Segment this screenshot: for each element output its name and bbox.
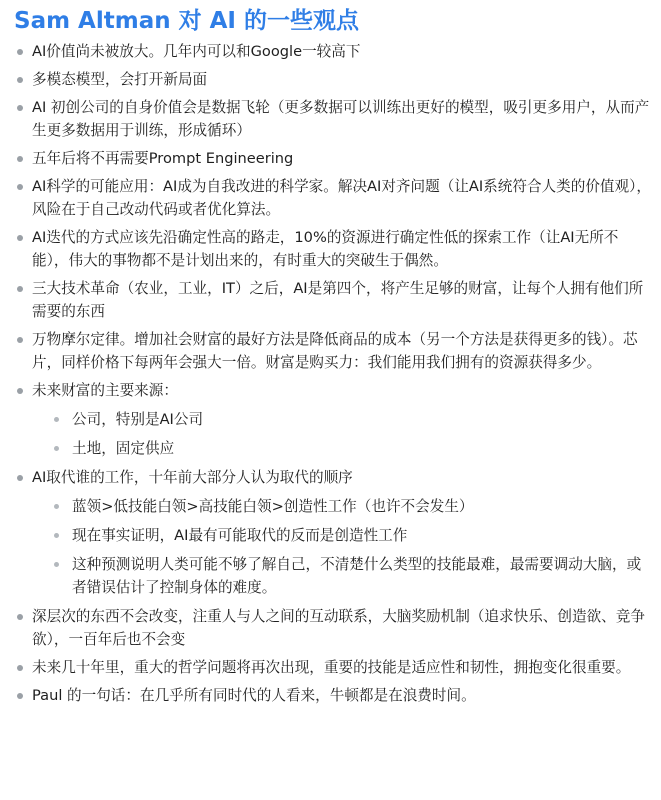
list-item-text: AI迭代的方式应该先沿确定性高的路走，10%的资源进行确定性低的探索工作（让AI无所不能），伟大的事物都不是计划出来的，有时重大的突破生于偶然。: [32, 229, 619, 269]
list-item-text: 五年后将不再需要Prompt Engineering: [32, 150, 294, 167]
sub-list-item: [50, 408, 653, 431]
bullet-dot-icon: [17, 286, 23, 292]
bullet-dot-icon: [17, 184, 23, 190]
bullet-dot-icon: [17, 337, 23, 343]
list-item-text: 未来财富的主要来源：: [32, 382, 178, 399]
bullet-dot-icon: [17, 693, 23, 699]
list-item: [14, 605, 653, 651]
bullet-dot-icon: [17, 614, 23, 620]
list-item: [14, 379, 653, 460]
list-item: [14, 40, 653, 63]
list-item: [14, 656, 653, 679]
list-item-text: 深层次的东西不会改变，注重人与人之间的互动联系，大脑奖励机制（追求快乐、创造欲、竞争欲），一百年后也不会变: [32, 608, 645, 648]
list-item-text: 未来几十年里，重大的哲学问题将再次出现，重要的技能是适应性和韧性，拥抱变化很重要。: [32, 659, 631, 676]
bullet-dot-icon: [17, 388, 23, 394]
list-item-text: AI科学的可能应用：AI成为自我改进的科学家。解决AI对齐问题（让AI系统符合人类的价值观），风险在于自己改动代码或者优化算法。: [32, 178, 652, 218]
sub-bullet-dot-icon: [54, 446, 59, 451]
sub-bullet-dot-icon: [54, 417, 59, 422]
sub-list: [32, 495, 653, 599]
list-item: [14, 328, 653, 374]
list-item: [14, 226, 653, 272]
sub-list: [32, 408, 653, 460]
sub-list-item-text: 现在事实证明，AI最有可能取代的反而是创造性工作: [72, 527, 408, 544]
list-item: [14, 68, 653, 91]
sub-list-item: [50, 553, 653, 599]
sub-list-item-text: 蓝领>低技能白领>高技能白领>创造性工作（也许不会发生）: [72, 498, 474, 515]
sub-bullet-dot-icon: [54, 504, 59, 509]
bullet-dot-icon: [17, 235, 23, 241]
sub-list-item-text: 土地，固定供应: [72, 440, 175, 457]
list-item-text: AI 初创公司的自身价值会是数据飞轮（更多数据可以训练出更好的模型，吸引更多用户，从而产生更多数据用于训练，形成循环）: [32, 99, 650, 139]
bullet-dot-icon: [17, 49, 23, 55]
bullet-dot-icon: [17, 105, 23, 111]
sub-list-item-text: 这种预测说明人类可能不够了解自己，不清楚什么类型的技能最难，最需要调动大脑，或者错误估计了控制身体的难度。: [72, 556, 642, 596]
list-item-text: AI价值尚未被放大。几年内可以和Google一较高下: [32, 43, 361, 60]
list-item-text: 多模态模型，会打开新局面: [32, 71, 208, 88]
list-item-text: Paul 的一句话：在几乎所有同时代的人看来，牛顿都是在浪费时间。: [32, 687, 476, 704]
list-item: [14, 466, 653, 599]
sub-list-item: [50, 495, 653, 518]
list-item-text: 三大技术革命（农业，工业，IT）之后，AI是第四个，将产生足够的财富，让每个人拥有他们所需要的东西: [32, 280, 644, 320]
sub-bullet-dot-icon: [54, 533, 59, 538]
bullet-dot-icon: [17, 77, 23, 83]
list-item-text: 万物摩尔定律。增加社会财富的最好方法是降低商品的成本（另一个方法是获得更多的钱）。芯片，同样价格下每两年会强大一倍。财富是购买力：我们能用我们拥有的资源获得多少。: [32, 331, 638, 371]
list-item: [14, 175, 653, 221]
list-item-text: AI取代谁的工作，十年前大部分人认为取代的顺序: [32, 469, 353, 486]
bullet-dot-icon: [17, 665, 23, 671]
list-item: [14, 684, 653, 707]
sub-bullet-dot-icon: [54, 562, 59, 567]
sub-list-item-text: 公司，特别是AI公司: [72, 411, 204, 428]
sub-list-item: [50, 524, 653, 547]
list-item: [14, 147, 653, 170]
bullet-list: [14, 40, 653, 707]
sub-list-item: [50, 437, 653, 460]
bullet-dot-icon: [17, 156, 23, 162]
page-title: Sam Altman 对 AI 的一些观点: [14, 8, 359, 34]
list-item: [14, 277, 653, 323]
bullet-dot-icon: [17, 475, 23, 481]
list-item: [14, 96, 653, 142]
